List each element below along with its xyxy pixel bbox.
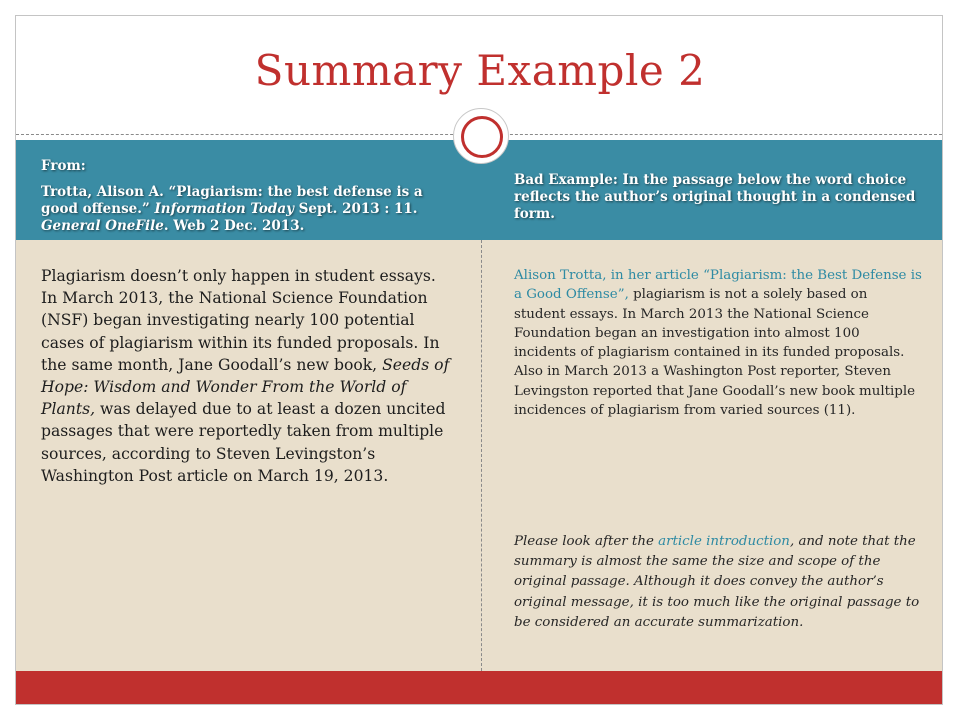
footer-band [16,671,942,704]
column-divider [481,240,482,671]
original-passage [41,265,453,487]
note-text: , and note that the summary is almost the same the size and scope of the original passage. Although it does convey the author’s original message, it is too much like the original passage to be considered an accurate summarization. [514,534,920,630]
summary-text: plagiarism is not a solely based on student essays. In March 2013 the National Science Foundation began an investigation into almost 100 incidents of plagiarism contained in its funded proposals. Also in March 2013 a Washington Post reporter, Steven Levingston reported that Jane Goodall’s new book multiple incidences of plagiarism from varied sources (11). [514,287,916,419]
citation-part: Trotta, Alison A. “Plagiarism: the best defense is a good offense.” [41,184,423,217]
citation-part: Sept. 2013 : 11. [293,201,418,217]
article-introduction: Alison Trotta, in her article “Plagiarism: the Best Defense is a Good Offense”, [514,268,922,303]
circle-ring-inner [461,116,503,158]
summary-passage [514,266,922,420]
evaluation-note [514,532,922,633]
citation-journal: Information Today [154,201,294,217]
slide-title: Summary Example 2 [254,46,706,95]
passage-text: was delayed due to at least a dozen uncited passages that were reportedly taken from multiple sources, according to Steven Levingston’s Washington Post article on March 19, 2013. [41,400,446,485]
from-label: From: [41,158,86,174]
passage-text: Plagiarism doesn’t only happen in student essays. In March 2013, the National Science Foundation (NSF) began investigating nearly 100 potential cases of plagiarism within its funded proposals. In the same month, Jane Goodall’s new book, [41,267,440,374]
note-link-text: article introduction [658,534,790,549]
circle-ring-icon [453,108,509,164]
note-text: Please look after the [514,534,659,549]
book-title: Seeds of Hope: Wisdom and Wonder From the World of Plants, [41,355,450,419]
source-citation [41,158,449,235]
bad-example-heading: Bad Example: In the passage below the word choice reflects the author’s original thought in a condensed form. [514,172,916,222]
citation-database: General OneFile [41,218,164,234]
citation-part: . Web 2 Dec. 2013. [163,218,305,234]
